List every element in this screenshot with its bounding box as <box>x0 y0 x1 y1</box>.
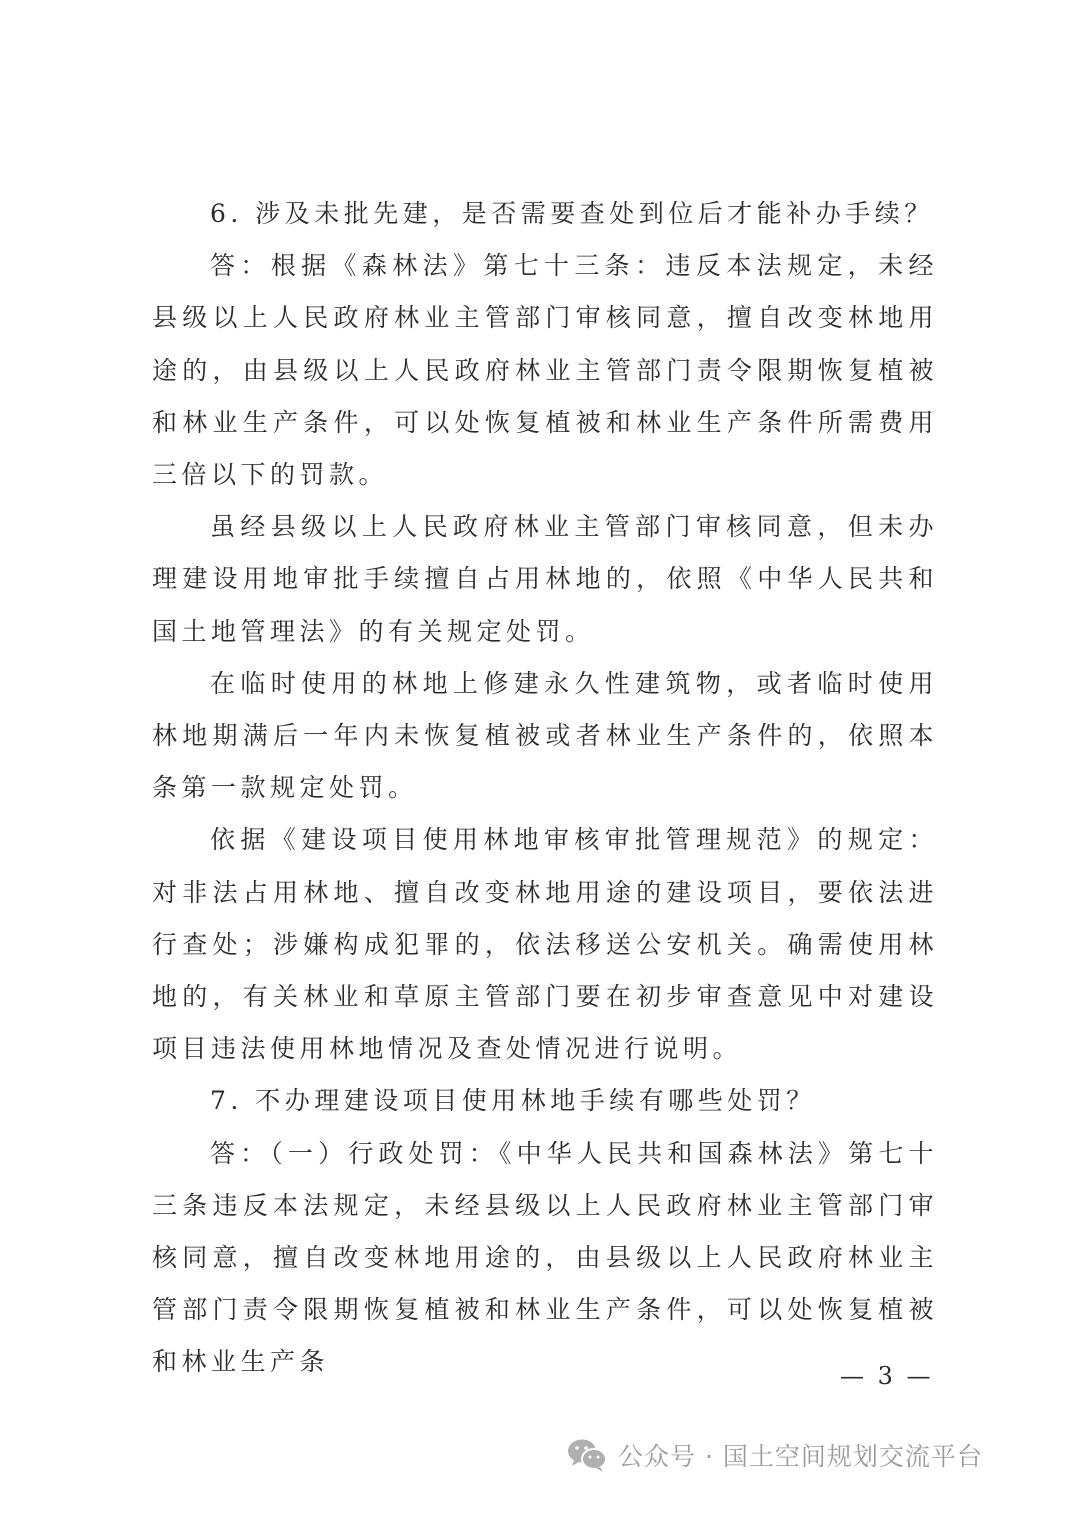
document-body <box>152 188 938 1389</box>
page-number: — 3 — <box>840 1362 934 1390</box>
answer-6-paragraph-3: 在临时使用的林地上修建永久性建筑物，或者临时使用林地期满后一年内未恢复植被或者林业生产条件的，依照本条第一款规定处罚。 <box>152 668 938 803</box>
answer-6-paragraph-4: 依据《建设项目使用林地审核审批管理规范》的规定：对非法占用林地、擅自改变林地用途的建设项目，要依法进行查处；涉嫌构成犯罪的，依法移送公安机关。确需使用林地的，有关林业和草原主管部门要在初步审查意见中对建设项目违法使用林地情况及查处情况进行说明。 <box>152 825 938 1064</box>
answer-7-paragraph-1: 答：（一）行政处罚：《中华人民共和国森林法》第七十三条违反本法规定，未经县级以上人民政府林业主管部门审核同意，擅自改变林地用途的，由县级以上人民政府林业主管部门责令限期恢复植被和林业生产条件，可以处恢复植被和林业生产条 <box>152 1138 938 1377</box>
answer-6-paragraph-2: 虽经县级以上人民政府林业主管部门审核同意，但未办理建设用地审批手续擅自占用林地的，依照《中华人民共和国土地管理法》的有关规定处罚。 <box>152 512 938 646</box>
question-7-heading: 7. 不办理建设项目使用林地手续有哪些处罚？ <box>210 1086 816 1116</box>
answer-6-paragraph-1: 答：根据《森林法》第七十三条：违反本法规定，未经县级以上人民政府林业主管部门审核同意，擅自改变林地用途的，由县级以上人民政府林业主管部门责令限期恢复植被和林业生产条件，可以处恢复植被和林业生产条件所需费用三倍以下的罚款。 <box>152 251 938 490</box>
question-6-heading: 6. 涉及未批先建，是否需要查处到位后才能补办手续？ <box>210 199 934 228</box>
watermark-text: 公众号 · 国土空间规划交流平台 <box>618 1442 983 1471</box>
wechat-icon <box>566 1437 608 1473</box>
wechat-watermark <box>566 1430 983 1480</box>
